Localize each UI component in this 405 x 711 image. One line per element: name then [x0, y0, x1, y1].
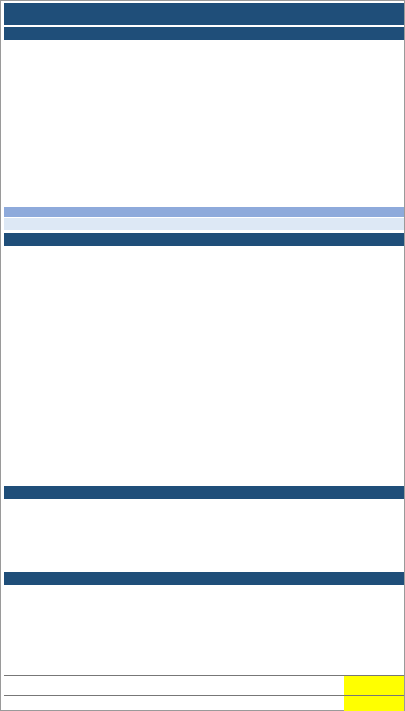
- section-header-salary: [4, 233, 404, 246]
- divider-strip: [4, 207, 404, 217]
- total-costs-row: [4, 675, 404, 695]
- total-costs-value: [344, 676, 404, 695]
- blank-row: [4, 218, 404, 230]
- title-bar: [4, 3, 404, 25]
- section-header-hours: [4, 27, 404, 40]
- column-header-row: [4, 246, 404, 256]
- cost-per-hour-value: [344, 696, 404, 711]
- section-header-personnel: [4, 572, 404, 585]
- cost-per-hour-row: [4, 695, 404, 711]
- section-header-employer-fees: [4, 486, 404, 499]
